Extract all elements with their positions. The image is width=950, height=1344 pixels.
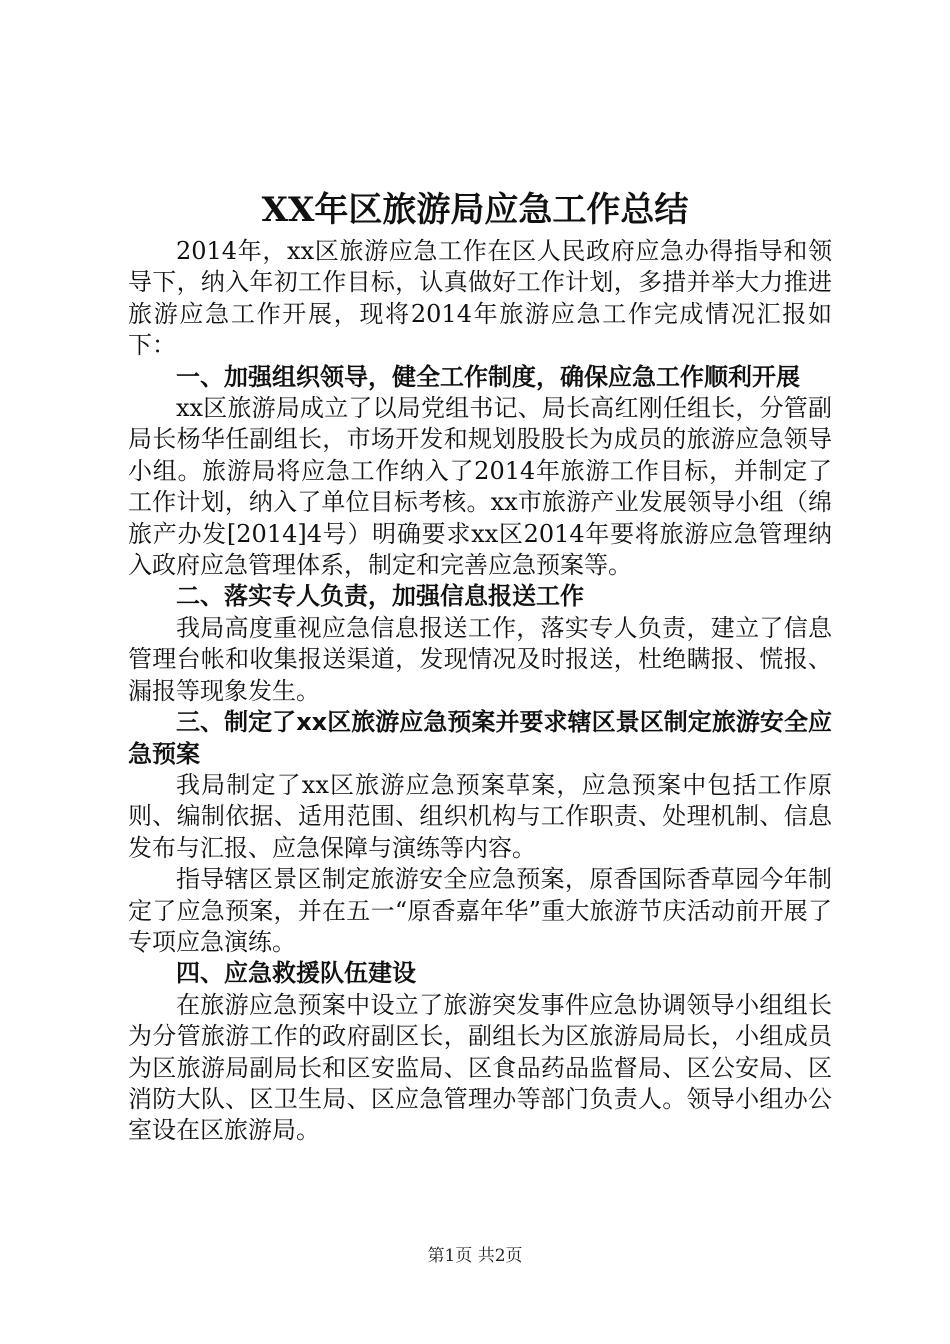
section-heading-2: 二、落实专人负责，加强信息报送工作: [176, 582, 584, 611]
section-heading-1: 一、加强组织领导，健全工作制度，确保应急工作顺利开展: [176, 362, 800, 391]
page-number-footer: 第1页 共2页: [427, 1246, 523, 1266]
paragraph-section-1: xx区旅游局成立了以局党组书记、局长高红刚任组长，分管副局长杨华任副组长，市场开发和规划股股长为成员的旅游应急领导小组。旅游局将应急工作纳入了2014年旅游工作目标，并制定了工作计划，纳入了单位目标考核。xx市旅游产业发展领导小组（绵旅产办发[2014]4号）明确要求xx区2014年要将旅游应急管理纳入政府应急管理体系，制定和完善应急预案等。: [128, 394, 832, 580]
document-body: [128, 236, 832, 1147]
section-heading-4: 四、应急救援队伍建设: [176, 959, 416, 988]
paragraph-intro: 2014年，xx区旅游应急工作在区人民政府应急办得指导和领导下，纳入年初工作目标，认真做好工作计划，多措并举大力推进旅游应急工作开展，现将2014年旅游应急工作完成情况汇报如下：: [128, 237, 832, 360]
section-heading-3: 三、制定了xx区旅游应急预案并要求辖区景区制定旅游安全应急预案: [128, 708, 832, 768]
paragraph-section-3b: 指导辖区景区制定旅游安全应急预案，原香国际香草园今年制定了应急预案，并在五一“原香嘉年华”重大旅游节庆活动前开展了专项应急演练。: [128, 865, 832, 956]
document-title: XX年区旅游局应急工作总结: [261, 190, 689, 230]
paragraph-section-3a: 我局制定了xx区旅游应急预案草案，应急预案中包括工作原则、编制依据、适用范围、组织机构与工作职责、处理机制、信息发布与汇报、应急保障与演练等内容。: [128, 770, 832, 862]
paragraph-section-4: 在旅游应急预案中设立了旅游突发事件应急协调领导小组组长为分管旅游工作的政府副区长，副组长为区旅游局局长，小组成员为区旅游局副局长和区安监局、区食品药品监督局、区公安局、区消防大队、区卫生局、区应急管理办等部门负责人。领导小组办公室设在区旅游局。: [128, 990, 832, 1145]
paragraph-section-2: 我局高度重视应急信息报送工作，落实专人负责，建立了信息管理台帐和收集报送渠道，发现情况及时报送，杜绝瞒报、慌报、漏报等现象发生。: [128, 613, 832, 705]
